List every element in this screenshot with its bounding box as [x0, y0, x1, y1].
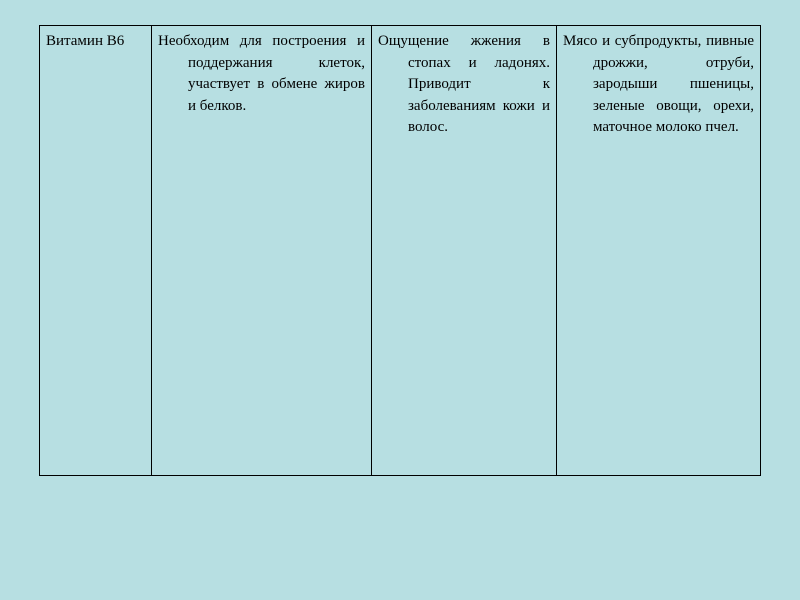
sources-cell [557, 26, 761, 476]
deficiency-symptoms-text: Ощущение жжения в стопах и ладонях. Приводит к заболеваниям кожи и волос. [378, 33, 550, 135]
table-row [40, 26, 761, 476]
deficiency-cell [372, 26, 557, 476]
vitamin-name-cell [40, 26, 152, 476]
food-sources-text: Мясо и субпродукты, пивные дрожжи, отруби, зародыши пшеницы, зеленые овощи, орехи, маточное молоко пчел. [563, 33, 754, 135]
vitamin-name: Витамин В6 [46, 33, 125, 49]
vitamin-function-text: Необходим для построения и поддержания клеток, участвует в обмене жиров и белков. [158, 33, 365, 114]
vitamin-table [39, 25, 761, 476]
function-cell [152, 26, 372, 476]
